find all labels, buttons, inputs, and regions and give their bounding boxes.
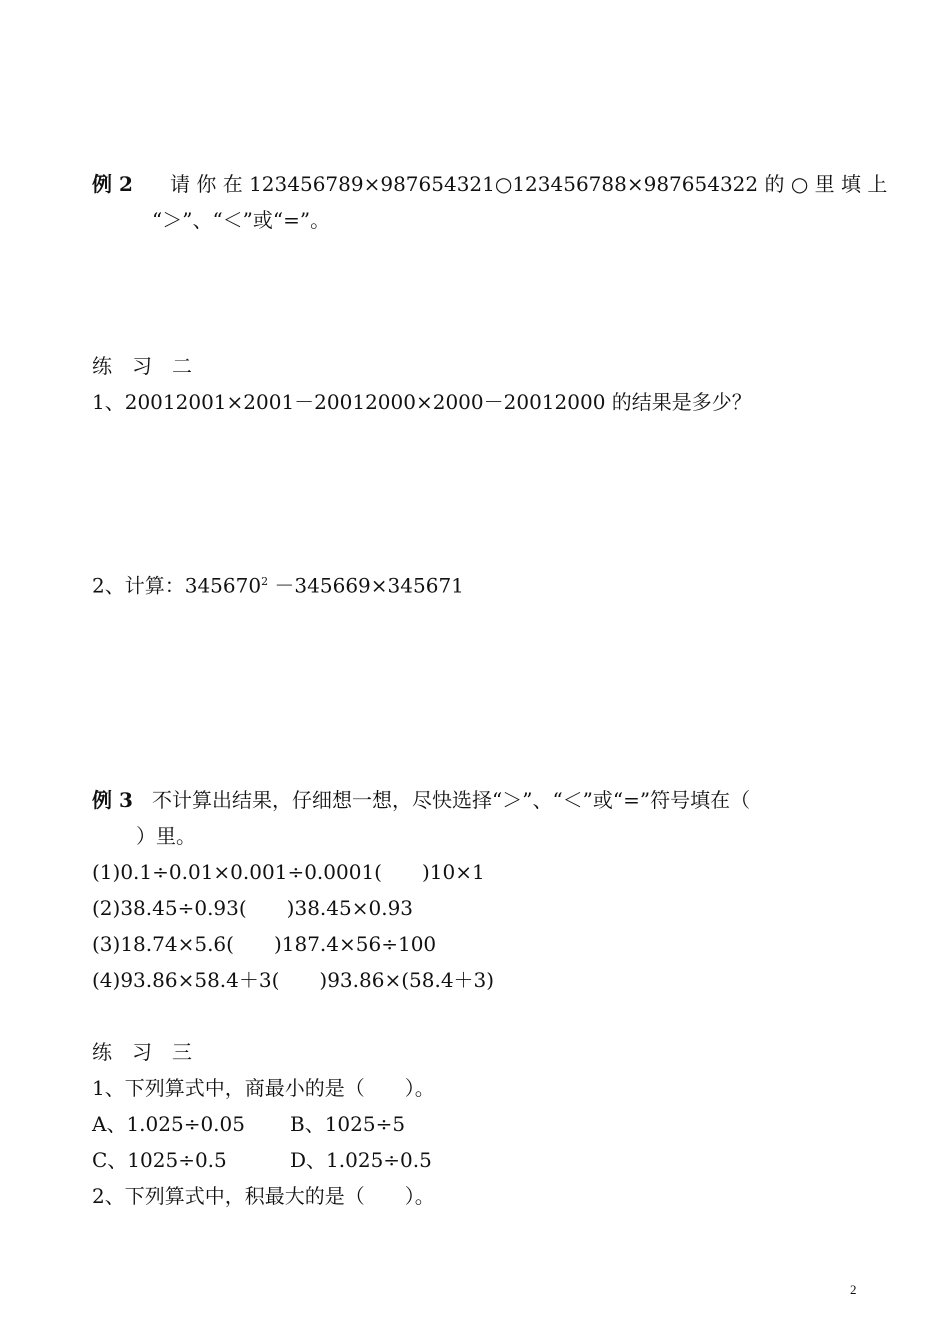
example-3-label: 例 3 bbox=[92, 788, 133, 812]
practice-3-heading: 练 习 三 bbox=[92, 1040, 192, 1064]
example-2-text-line1: 请 你 在 123456789×987654321○123456788×987654322 的 ○ 里 填 上 bbox=[170, 172, 888, 196]
practice-2-question-1: 1、20012001×2001－20012000×2000－20012000 的结果是多少？ bbox=[92, 390, 752, 414]
example-3-text-line2: ）里。 bbox=[136, 824, 196, 848]
example-3-item-1: (1)0.1÷0.01×0.001÷0.0001( )10×1 bbox=[92, 860, 485, 884]
page-number: 2 bbox=[850, 1282, 857, 1297]
option-b: B、1025÷5 bbox=[290, 1112, 406, 1136]
example-2-label: 例 2 bbox=[92, 172, 133, 196]
practice-2-heading: 练 习 二 bbox=[92, 354, 192, 378]
example-3-text-line1: 不计算出结果，仔细想一想，尽快选择“＞”、“＜”或“=”符号填在（ bbox=[152, 788, 751, 812]
option-a: A、1.025÷0.05 bbox=[92, 1112, 245, 1136]
practice-2-question-2: 2、计算：$345670^2 -345669\times 345671$ bbox=[92, 573, 464, 598]
example-3-item-4: (4)93.86×58.4＋3( )93.86×(58.4＋3) bbox=[92, 968, 495, 992]
example-2-text-line2: “＞”、“＜”或“=”。 bbox=[152, 208, 331, 232]
practice-3-question-1: 1、下列算式中，商最小的是（ ）。 bbox=[92, 1076, 435, 1100]
practice-3-question-2: 2、下列算式中，积最大的是（ ）。 bbox=[92, 1184, 435, 1208]
option-d: D、1.025÷0.5 bbox=[290, 1148, 432, 1172]
superscript: 2 bbox=[261, 575, 269, 588]
example-3-item-3: (3)18.74×5.6( )187.4×56÷100 bbox=[92, 932, 437, 956]
option-c: C、1025÷0.5 bbox=[92, 1148, 227, 1172]
example-3-item-2: (2)38.45÷0.93( )38.45×0.93 bbox=[92, 896, 414, 920]
